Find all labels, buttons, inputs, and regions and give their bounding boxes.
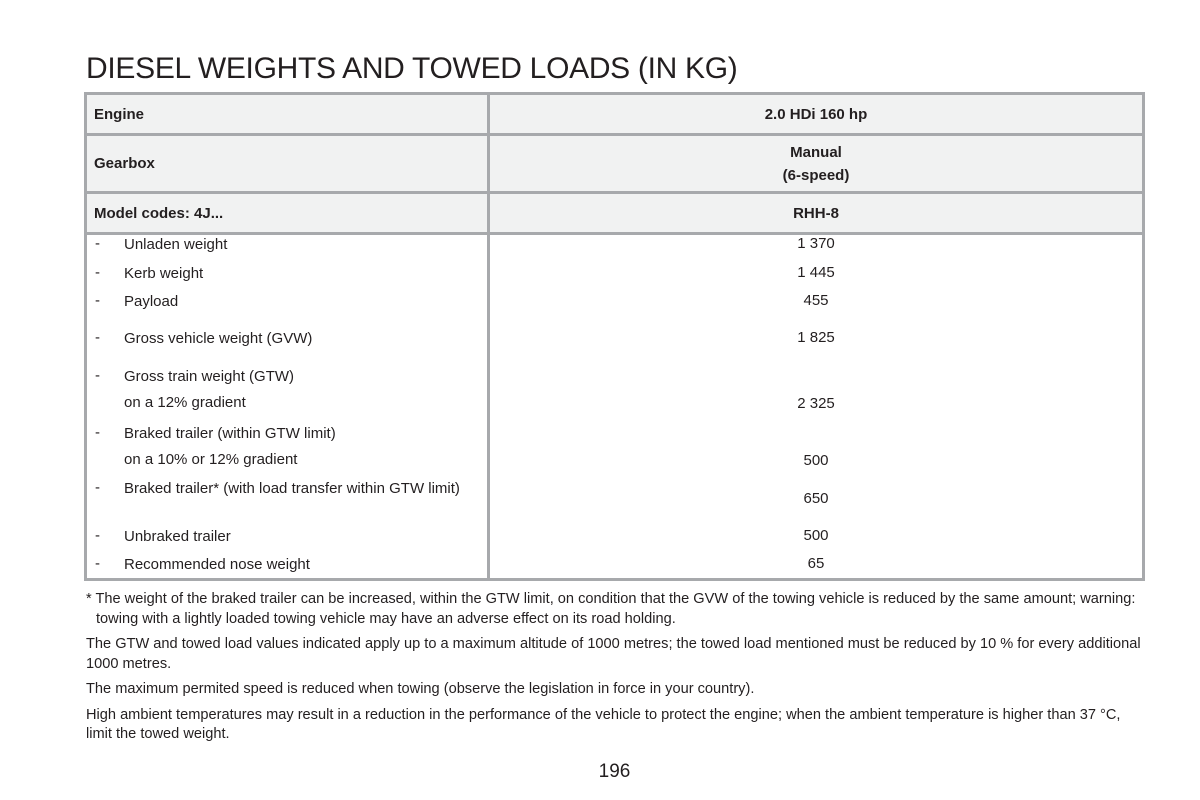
- row-value: 500: [803, 452, 829, 469]
- header-value-engine: [490, 95, 1142, 133]
- notes-section: [86, 590, 1146, 751]
- row-label: Kerb weight: [124, 265, 204, 282]
- row-dash: -: [95, 555, 100, 572]
- header-label-engine: Engine: [94, 105, 145, 123]
- table-header-row: [87, 194, 1142, 235]
- row-value: 65: [807, 555, 825, 572]
- row-label: Braked trailer (within GTW limit): [124, 425, 336, 442]
- row-dash: -: [95, 329, 100, 346]
- row-sublabel: on a 12% gradient: [124, 394, 246, 411]
- weights-table: [84, 92, 1145, 581]
- row-value: 1 825: [797, 329, 835, 346]
- footnote: * The weight of the braked trailer can be increased, within the GTW limit, on condition that the GVW of the towing vehicle is reduced by the same amount; warning: towing with a lightly loaded towing vehicle may have an adverse effect on its road holding.: [86, 591, 1136, 627]
- note-paragraph: High ambient temperatures may result in a reduction in the performance of the vehicle to protect the engine; when the ambient temperature is higher than 37 °C, limit the towed weight.: [86, 706, 1121, 742]
- row-dash: -: [95, 292, 100, 309]
- row-label: Gross vehicle weight (GVW): [124, 330, 313, 347]
- row-dash: -: [95, 235, 100, 252]
- header-value-line: 2.0 HDi 160 hp: [764, 105, 868, 123]
- row-value: 650: [803, 490, 829, 507]
- row-dash: -: [95, 367, 100, 384]
- header-value-line: RHH-8: [793, 204, 839, 222]
- header-label-gearbox: Gearbox: [94, 155, 155, 172]
- row-value: 455: [803, 292, 829, 309]
- row-value: 1 370: [797, 235, 835, 252]
- row-dash: -: [95, 264, 100, 281]
- row-value: 2 325: [797, 395, 835, 412]
- note-paragraph: The maximum permited speed is reduced when towing (observe the legislation in force in your country).: [86, 681, 755, 697]
- row-dash: -: [95, 527, 100, 544]
- header-label-model-codes: Model codes: 4J...: [94, 204, 224, 222]
- header-value-gearbox: [490, 136, 1142, 191]
- row-label: Payload: [124, 293, 179, 310]
- table-header-row: [87, 95, 1142, 136]
- page-title: DIESEL WEIGHTS AND TOWED LOADS (IN KG): [86, 52, 738, 85]
- row-label: Braked trailer* (with load transfer within GTW limit): [124, 480, 460, 497]
- row-label: Recommended nose weight: [124, 556, 310, 573]
- row-dash: -: [95, 424, 100, 441]
- table-header-row: [87, 136, 1142, 194]
- row-sublabel: on a 10% or 12% gradient: [124, 451, 298, 468]
- page-number: 196: [598, 761, 631, 782]
- row-label: Unbraked trailer: [124, 528, 231, 545]
- header-value-line: (6-speed): [782, 166, 850, 184]
- row-value: 500: [803, 527, 829, 544]
- row-label: Gross train weight (GTW): [124, 368, 295, 385]
- row-value: 1 445: [797, 264, 835, 281]
- row-dash: -: [95, 479, 100, 496]
- header-value-model-codes: [490, 194, 1142, 232]
- row-label: Unladen weight: [124, 236, 228, 253]
- note-paragraph: The GTW and towed load values indicated apply up to a maximum altitude of 1000 metres; the towed load mentioned must be reduced by 10 % for every additional 1000 metres.: [86, 636, 1141, 672]
- header-value-line: Manual: [790, 143, 842, 161]
